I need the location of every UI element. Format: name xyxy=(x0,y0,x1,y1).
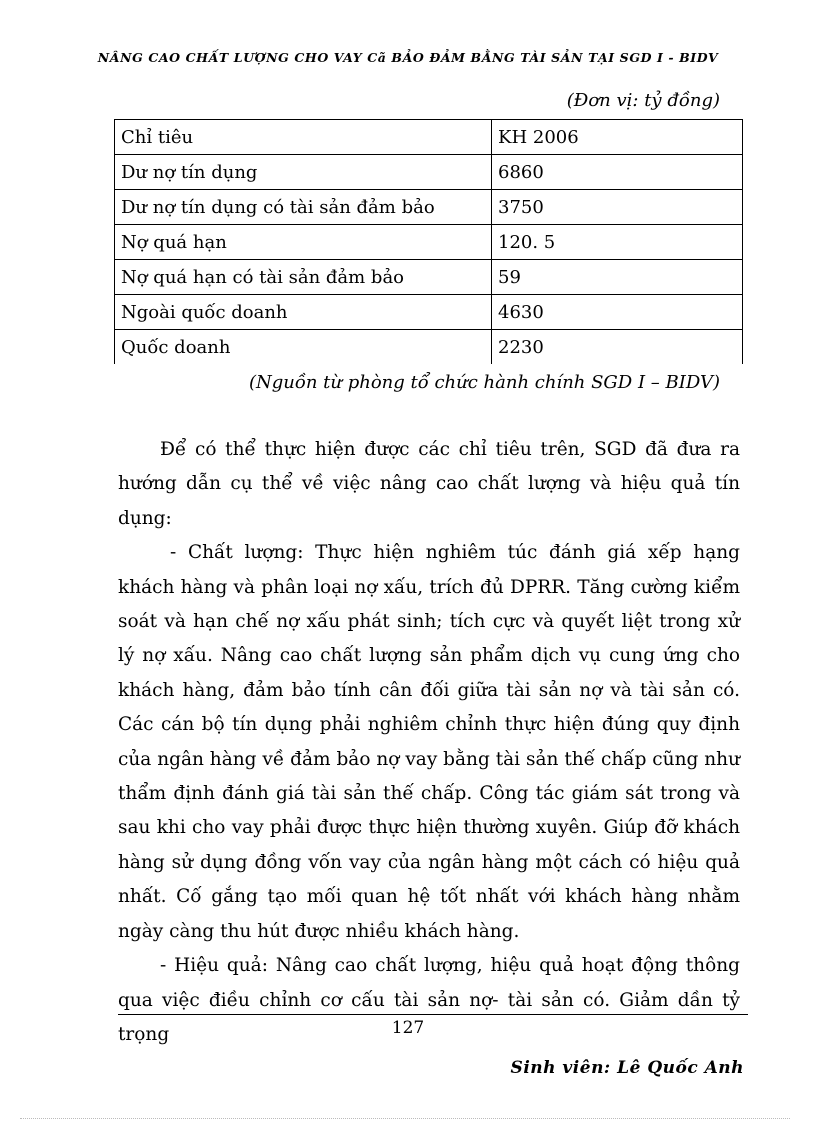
running-header: NÂNG CAO CHẤT LƯỢNG CHO VAY Cã BẢO ĐẢM BẰNG TÀI SẢN TẠI SGD I - BIDV xyxy=(97,50,719,65)
table-header-row xyxy=(115,120,743,155)
column-header: KH 2006 xyxy=(492,120,743,155)
body-text xyxy=(118,433,740,1052)
table-cell-label: Nợ quá hạn có tài sản đảm bảo xyxy=(115,260,492,295)
table-row xyxy=(115,225,743,260)
table-row xyxy=(115,190,743,225)
author-footer: Sinh viên: Lê Quốc Anh xyxy=(510,1058,744,1078)
table-cell-value: 2230 xyxy=(492,330,743,365)
paragraph: - Hiệu quả: Nâng cao chất lượng, hiệu quả hoạt động thông qua việc điều chỉnh cơ cấu tài sản nợ- tài sản có. Giảm dần tỷ trọng xyxy=(118,955,740,1045)
column-header: Chỉ tiêu xyxy=(115,120,492,155)
table-row xyxy=(115,155,743,190)
table-cell-label: Ngoài quốc doanh xyxy=(115,295,492,330)
page-bottom-border xyxy=(20,1118,790,1119)
page-number: 127 xyxy=(391,1018,425,1038)
plan-table xyxy=(114,119,743,364)
table-cell-label: Nợ quá hạn xyxy=(115,225,492,260)
paragraph: - Chất lượng: Thực hiện nghiêm túc đánh giá xếp hạng khách hàng và phân loại nợ xấu, trích đủ DPRR. Tăng cường kiểm soát và hạn chế nợ xấu phát sinh; tích cực và quyết liệt trong xử lý nợ xấu. Nâng cao chất lượng sản phẩm dịch vụ cung ứng cho khách hàng, đảm bảo tính cân đối giữa tài sản nợ và tài sản có. Các cán bộ tín dụng phải nghiêm chỉnh thực hiện đúng quy định của ngân hàng về đảm bảo nợ vay bằng tài sản thế chấp cũng như thẩm định đánh giá tài sản thế chấp. Công tác giám sát trong và sau khi cho vay phải được thực hiện thường xuyên. Giúp đỡ khách hàng sử dụng đồng vốn vay của ngân hàng một cách có hiệu quả nhất. Cố gắng tạo mối quan hệ tốt nhất với khách hàng nhằm ngày càng thu hút được nhiều khách hàng. xyxy=(118,542,740,942)
table-cell-value: 59 xyxy=(492,260,743,295)
paragraph: Để có thể thực hiện được các chỉ tiêu trên, SGD đã đưa ra hướng dẫn cụ thể về việc nâng cao chất lượng và hiệu quả tín dụng: xyxy=(118,439,740,529)
table-row xyxy=(115,330,743,365)
table-cell-value: 4630 xyxy=(492,295,743,330)
table-cell-label: Dư nợ tín dụng xyxy=(115,155,492,190)
table-cell-label: Dư nợ tín dụng có tài sản đảm bảo xyxy=(115,190,492,225)
table-cell-value: 120. 5 xyxy=(492,225,743,260)
unit-note: (Đơn vị: tỷ đồng) xyxy=(566,90,720,111)
table-cell-label: Quốc doanh xyxy=(115,330,492,365)
table-row xyxy=(115,295,743,330)
table-source-note: (Nguồn từ phòng tổ chức hành chính SGD I – BIDV) xyxy=(248,372,720,393)
table-cell-value: 3750 xyxy=(492,190,743,225)
table-cell-value: 6860 xyxy=(492,155,743,190)
table-row xyxy=(115,260,743,295)
footer-divider xyxy=(118,1014,748,1015)
